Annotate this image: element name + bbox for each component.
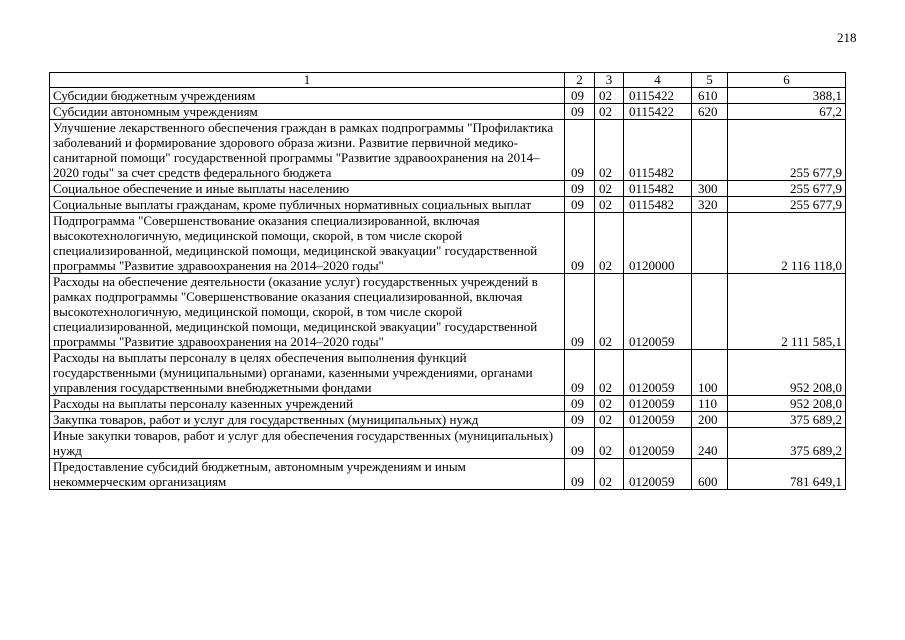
row-description: Субсидии автономным учреждениям bbox=[50, 104, 565, 120]
table-row bbox=[50, 274, 846, 350]
target-article-code: 0115482 bbox=[624, 120, 692, 181]
column-header-1: 1 bbox=[50, 73, 565, 88]
amount: 255 677,9 bbox=[728, 197, 846, 213]
amount: 2 111 585,1 bbox=[728, 274, 846, 350]
target-article-code: 0115482 bbox=[624, 181, 692, 197]
target-article-code: 0120000 bbox=[624, 213, 692, 274]
expense-type-code bbox=[692, 213, 728, 274]
subsection-code: 02 bbox=[595, 181, 624, 197]
expense-type-code bbox=[692, 120, 728, 181]
subsection-code: 02 bbox=[595, 104, 624, 120]
expense-type-code: 600 bbox=[692, 459, 728, 490]
section-code: 09 bbox=[565, 459, 595, 490]
section-code: 09 bbox=[565, 396, 595, 412]
row-description: Расходы на выплаты персоналу казенных учреждений bbox=[50, 396, 565, 412]
table-row bbox=[50, 88, 846, 104]
section-code: 09 bbox=[565, 120, 595, 181]
column-header-2: 2 bbox=[565, 73, 595, 88]
amount: 375 689,2 bbox=[728, 412, 846, 428]
section-code: 09 bbox=[565, 274, 595, 350]
subsection-code: 02 bbox=[595, 428, 624, 459]
subsection-code: 02 bbox=[595, 213, 624, 274]
table-row bbox=[50, 120, 846, 181]
subsection-code: 02 bbox=[595, 459, 624, 490]
table-row bbox=[50, 396, 846, 412]
target-article-code: 0120059 bbox=[624, 459, 692, 490]
amount: 255 677,9 bbox=[728, 181, 846, 197]
page-number: 218 bbox=[837, 30, 857, 45]
subsection-code: 02 bbox=[595, 396, 624, 412]
table-row bbox=[50, 197, 846, 213]
row-description: Социальное обеспечение и иные выплаты населению bbox=[50, 181, 565, 197]
expense-type-code: 110 bbox=[692, 396, 728, 412]
row-description: Подпрограмма "Совершенствование оказания специализированной, включая высокотехнологичную, медицинской помощи, скорой, в том числе скорой специализированной, медицинской помощи, медицинской эвакуации" государственной программы "Развитие здравоохранения на 2014–2020 годы" bbox=[50, 213, 565, 274]
target-article-code: 0120059 bbox=[624, 396, 692, 412]
amount: 952 208,0 bbox=[728, 396, 846, 412]
expense-type-code: 300 bbox=[692, 181, 728, 197]
row-description: Субсидии бюджетным учреждениям bbox=[50, 88, 565, 104]
target-article-code: 0120059 bbox=[624, 412, 692, 428]
column-header-4: 4 bbox=[624, 73, 692, 88]
subsection-code: 02 bbox=[595, 350, 624, 396]
expense-type-code: 610 bbox=[692, 88, 728, 104]
budget-table bbox=[49, 72, 846, 490]
amount: 375 689,2 bbox=[728, 428, 846, 459]
row-description: Иные закупки товаров, работ и услуг для обеспечения государственных (муниципальных) нужд bbox=[50, 428, 565, 459]
table-body bbox=[50, 88, 846, 490]
subsection-code: 02 bbox=[595, 412, 624, 428]
expense-type-code: 240 bbox=[692, 428, 728, 459]
amount: 781 649,1 bbox=[728, 459, 846, 490]
table-row bbox=[50, 459, 846, 490]
section-code: 09 bbox=[565, 197, 595, 213]
amount: 388,1 bbox=[728, 88, 846, 104]
target-article-code: 0115422 bbox=[624, 88, 692, 104]
section-code: 09 bbox=[565, 213, 595, 274]
target-article-code: 0115482 bbox=[624, 197, 692, 213]
table-row bbox=[50, 428, 846, 459]
section-code: 09 bbox=[565, 350, 595, 396]
section-code: 09 bbox=[565, 88, 595, 104]
subsection-code: 02 bbox=[595, 120, 624, 181]
table-row bbox=[50, 181, 846, 197]
amount: 952 208,0 bbox=[728, 350, 846, 396]
row-description: Социальные выплаты гражданам, кроме публичных нормативных социальных выплат bbox=[50, 197, 565, 213]
row-description: Закупка товаров, работ и услуг для государственных (муниципальных) нужд bbox=[50, 412, 565, 428]
subsection-code: 02 bbox=[595, 88, 624, 104]
row-description: Расходы на обеспечение деятельности (оказание услуг) государственных учреждений в рамках подпрограммы "Совершенствование оказания специализированной, включая высокотехнологичную, медицинской помощи, скорой, в том числе скорой специализированной, медицинской помощи, медицинской эвакуации" государственной программы "Развитие здравоохранения на 2014–2020 годы" bbox=[50, 274, 565, 350]
expense-type-code: 200 bbox=[692, 412, 728, 428]
section-code: 09 bbox=[565, 181, 595, 197]
amount: 255 677,9 bbox=[728, 120, 846, 181]
expense-type-code bbox=[692, 274, 728, 350]
target-article-code: 0120059 bbox=[624, 428, 692, 459]
subsection-code: 02 bbox=[595, 274, 624, 350]
subsection-code: 02 bbox=[595, 197, 624, 213]
column-header-3: 3 bbox=[595, 73, 624, 88]
table-row bbox=[50, 104, 846, 120]
row-description: Улучшение лекарственного обеспечения граждан в рамках подпрограммы "Профилактика заболеваний и формирование здорового образа жизни. Развитие первичной медико-санитарной помощи" государственной программы "Развитие здравоохранения на 2014–2020 годы" за счет средств федерального бюджета bbox=[50, 120, 565, 181]
row-description: Расходы на выплаты персоналу в целях обеспечения выполнения функций государственными (муниципальными) органами, казенными учреждениями, органами управления государственными внебюджетными фондами bbox=[50, 350, 565, 396]
amount: 67,2 bbox=[728, 104, 846, 120]
table-row bbox=[50, 350, 846, 396]
amount: 2 116 118,0 bbox=[728, 213, 846, 274]
section-code: 09 bbox=[565, 428, 595, 459]
header-row bbox=[50, 73, 846, 88]
expense-type-code: 100 bbox=[692, 350, 728, 396]
target-article-code: 0120059 bbox=[624, 274, 692, 350]
column-header-6: 6 bbox=[728, 73, 846, 88]
row-description: Предоставление субсидий бюджетным, автономным учреждениям и иным некоммерческим организациям bbox=[50, 459, 565, 490]
table-row bbox=[50, 213, 846, 274]
column-header-5: 5 bbox=[692, 73, 728, 88]
section-code: 09 bbox=[565, 104, 595, 120]
table-row bbox=[50, 412, 846, 428]
expense-type-code: 320 bbox=[692, 197, 728, 213]
expense-type-code: 620 bbox=[692, 104, 728, 120]
target-article-code: 0120059 bbox=[624, 350, 692, 396]
target-article-code: 0115422 bbox=[624, 104, 692, 120]
section-code: 09 bbox=[565, 412, 595, 428]
